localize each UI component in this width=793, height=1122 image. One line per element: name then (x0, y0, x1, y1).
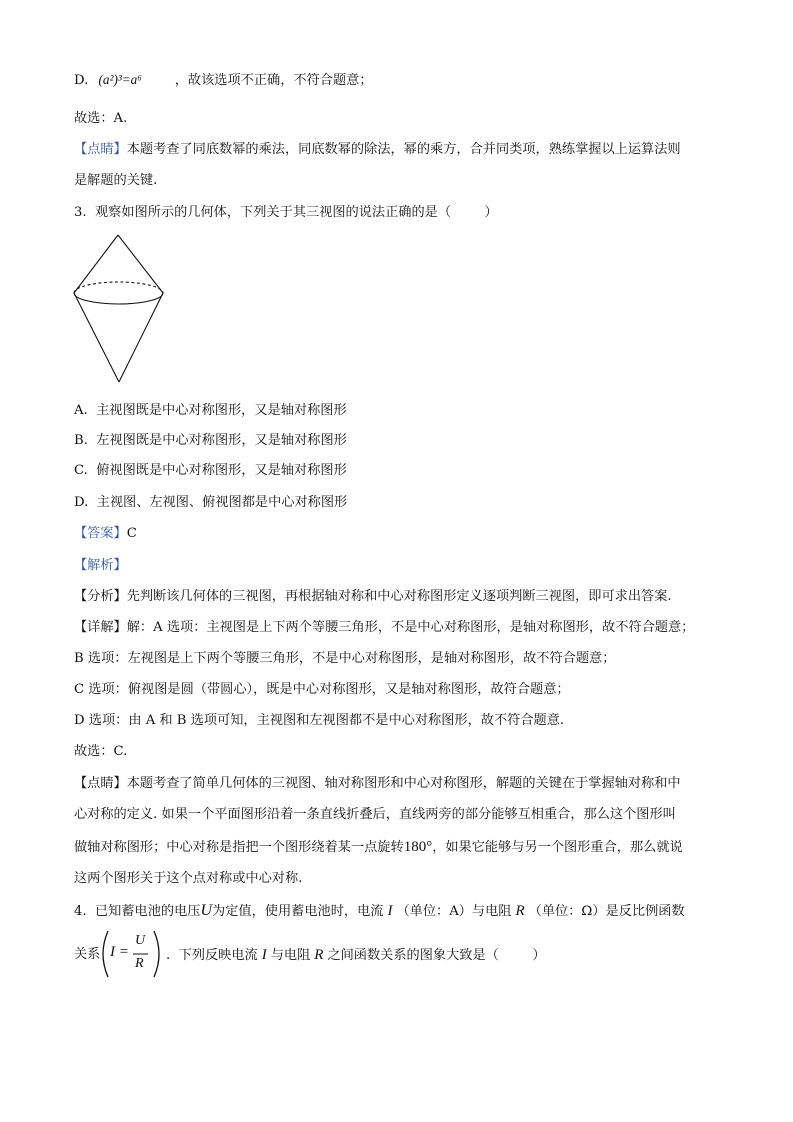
q3-b-line: B 选项：左视图是上下两个等腰三角形，不是中心对称图形，是轴对称图形，故不符合题意； (74, 651, 616, 666)
answer-tag: 【答案】 (74, 526, 127, 541)
q3-analysis (74, 557, 753, 575)
analysis-tag: 【解析】 (74, 558, 127, 573)
fraction-lhs: I = (110, 944, 129, 960)
power-formula: (a²)³=a⁶ (98, 72, 142, 87)
q3-answer (74, 525, 753, 543)
double-cone-figure (70, 232, 170, 386)
q3-option-b: B. 左视图既是中心对称图形，又是轴对称图形 (74, 433, 347, 448)
xiangjie-tag: 【详解】 (74, 620, 127, 635)
q4-line-2-rest: . 下列反映电流 I 与电阻 R 之间函数关系的图象大致是（ ） (166, 947, 546, 963)
prev-choose: 故选：A. (74, 111, 128, 126)
current-symbol-2: I (261, 947, 267, 963)
base-ellipse-back (74, 282, 163, 293)
q3-option-d: D. 主视图、左视图、俯视图都是中心对称图形 (74, 495, 348, 510)
fraction-formula (100, 929, 162, 979)
q3-c-line: C 选项：俯视图是圆（带圆心），既是中心对称图形，又是轴对称图形，故符合题意； (74, 682, 570, 697)
cone-top-right-edge (118, 235, 163, 293)
comment-tag: 【点睛】 (74, 142, 127, 157)
comment-tag: 【点睛】 (74, 776, 127, 791)
prev-comment-line-2: 是解题的关键. (74, 173, 158, 188)
q3-comment-line-3: 做轴对称图形；中心对称是指把一个图形绕着某一点旋转180°，如果它能够与另一个图形重合，那么就说 (74, 839, 683, 855)
q3-d-line: D 选项：由 A 和 B 选项可知，主视图和左视图都不是中心对称图形，故不符合题意. (74, 713, 565, 728)
fraction-numerator: U (135, 933, 146, 948)
q3-choose: 故选：C. (74, 744, 128, 759)
answer-value: C (126, 526, 137, 541)
base-ellipse-front (74, 293, 163, 304)
q3-comment-line-4: 这两个图形关于这个点对称或中心对称. (74, 871, 303, 886)
option-d-line (74, 71, 753, 90)
prev-comment-line-1: 【点睛】本题考查了同底数幂的乘法，同底数幂的除法，幂的乘方，合并同类项，熟练掌握以上运算法则 (74, 142, 681, 157)
fraction-denominator: R (135, 956, 144, 971)
resistance-symbol: R (515, 903, 525, 919)
q4-line-2: 关系 (74, 947, 101, 962)
q3-option-a: A. 主视图既是中心对称图形，又是轴对称图形 (74, 403, 347, 418)
cone-bottom-left-edge (74, 293, 119, 382)
q3-stem: 3. 观察如图所示的几何体，下列关于其三视图的说法正确的是（ ） (74, 205, 498, 220)
degree-value: 180° (403, 839, 433, 855)
option-d-label: D. (74, 73, 89, 88)
voltage-symbol: U (200, 902, 213, 919)
q4-line-1: 4. 已知蓄电池的电压U为定值，使用蓄电池时，电流 I （单位：A）与电阻 R （单位：Ω）是反比例函数 (74, 902, 685, 919)
resistance-symbol-2: R (314, 947, 324, 963)
q3-comment-line-1: 【点睛】本题考查了简单几何体的三视图、轴对称图形和中心对称图形，解题的关键在于掌握轴对称和中 (74, 776, 681, 791)
q3-fenxi: 【分析】先判断该几何体的三视图，再根据轴对称和中心对称图形定义逐项判断三视图，即可求出答案. (74, 589, 672, 604)
q3-xiangjie: 【详解】解：A 选项：主视图是上下两个等腰三角形，不是中心对称图形，是轴对称图形，故不符合题意； (74, 620, 695, 635)
q3-option-c: C. 俯视图既是中心对称图形，又是轴对称图形 (74, 463, 347, 478)
fenxi-tag: 【分析】 (74, 589, 127, 604)
option-d-text: ，故该选项不正确，不符合题意； (174, 73, 373, 88)
q3-comment-line-2: 心对称的定义. 如果一个平面图形沿着一条直线折叠后，直线两旁的部分能够互相重合，那么这个图形叫 (74, 807, 676, 822)
current-symbol: I (387, 903, 393, 919)
cone-bottom-right-edge (119, 293, 163, 382)
cone-top-left-edge (74, 235, 118, 293)
